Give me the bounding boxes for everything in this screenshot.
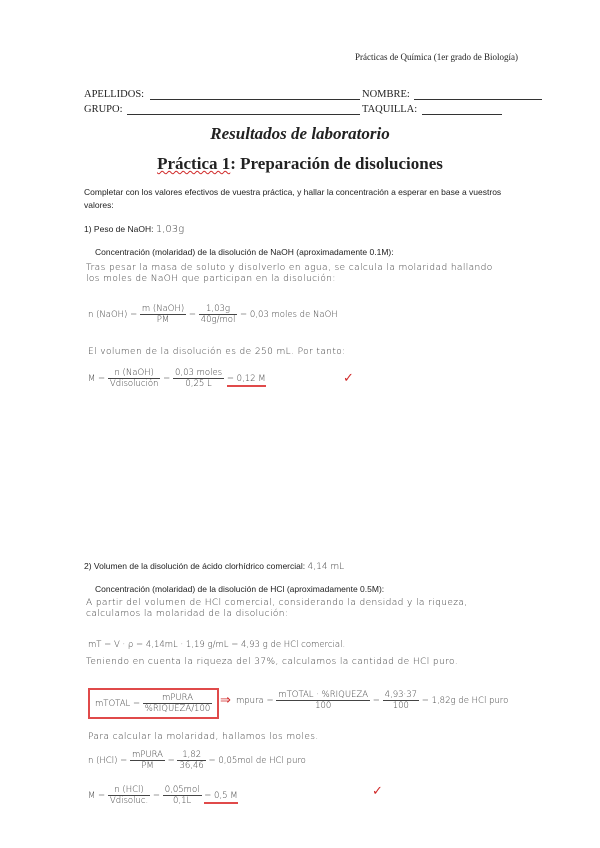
apellidos-field[interactable]	[150, 99, 360, 100]
section2-eq3	[236, 690, 508, 711]
section2-eq4	[88, 750, 306, 771]
eq5-eq: =	[152, 791, 161, 801]
eq5-den: Vdisoluc.	[109, 796, 149, 806]
eq2-eq: =	[163, 374, 171, 384]
eq1-den: PM	[156, 315, 170, 325]
eq2-den: Vdisolución	[109, 379, 159, 389]
section2-text2: Teniendo en cuenta la riqueza del 37%, calculamos la cantidad de HCl puro.	[86, 657, 458, 667]
section1-conc-heading: Concentración (molaridad) de la disolución de NaOH (aproximadamente 0.1M):	[95, 247, 394, 257]
eq4-den: PM	[141, 761, 154, 771]
taquilla-label: TAQUILLA:	[362, 104, 418, 115]
implies-arrow-icon: ⇒	[220, 692, 231, 707]
section1-eq2	[88, 368, 266, 389]
eq5-lhs: M =	[88, 791, 106, 801]
eq5-den2: 0,1L	[172, 796, 192, 806]
eq2-num: n (NaOH)	[108, 368, 161, 379]
section2-conc-heading: Concentración (molaridad) de la disolución de HCl (aproximadamente 0.5M):	[95, 584, 385, 594]
apellidos-label: APELLIDOS:	[84, 89, 145, 100]
section1-text1: Tras pesar la masa de soluto y disolverlo en agua, se calcula la molaridad hallando los moles de NaOH que participan en la disolución:	[86, 263, 493, 284]
eq1-result: = 0,03 moles de NaOH	[240, 310, 338, 320]
section2-label	[84, 561, 344, 572]
section2-eq1: mT = V · ρ = 4,14mL · 1,19 g/mL = 4,93 g de HCl comercial.	[88, 640, 346, 650]
eq1-eq: =	[188, 310, 196, 320]
eq1-den2: 40g/mol	[200, 315, 236, 325]
section1-label-text: 1) Peso de NaOH:	[84, 224, 154, 234]
section1-label	[84, 224, 184, 235]
eq3-eq: =	[372, 696, 380, 706]
instructions: Completar con los valores efectivos de vuestra práctica, y hallar la concentración a esperar en base a vuestros valores:	[84, 187, 502, 210]
course-header: Prácticas de Química (1er grado de Biología)	[355, 52, 518, 62]
eq5-num: n (HCl)	[108, 785, 150, 796]
eq3-den2: 100	[392, 701, 409, 711]
box-den: %RIQUEZA/100	[144, 704, 211, 714]
section2-text1: A partir del volumen de HCl comercial, considerando la densidad y la riqueza, calculamos la molaridad de la disolución:	[86, 598, 468, 619]
eq3-lhs: mpura =	[236, 696, 274, 706]
eq2-den2: 0,25 L	[185, 379, 212, 389]
page-subtitle	[0, 154, 600, 174]
box-lhs: mTOTAL =	[95, 699, 141, 709]
taquilla-field[interactable]	[422, 114, 502, 115]
nombre-field[interactable]	[414, 99, 542, 100]
section2-label-text: 2) Volumen de la disolución de ácido clorhídrico comercial:	[84, 561, 306, 571]
box-num: mPURA	[143, 693, 213, 704]
eq4-eq: =	[167, 756, 175, 766]
section1-value: 1,03g	[155, 224, 185, 235]
eq4-lhs: n (HCl) =	[88, 756, 128, 766]
eq2-num2: 0,03 moles	[174, 368, 223, 378]
riqueza-formula-box	[88, 688, 219, 719]
eq3-num2: 4,93·37	[384, 690, 418, 700]
eq3-result: = 1,82g de HCl puro	[421, 696, 509, 706]
section2-text3: Para calcular la molaridad, hallamos los moles.	[88, 732, 319, 742]
section1-check-mark: ✓	[343, 370, 354, 385]
subtitle-practica: Práctica 1	[157, 154, 231, 173]
page-title: Resultados de laboratorio	[210, 124, 390, 143]
eq1-num2: 1,03g	[199, 304, 238, 315]
eq5-result: = 0,5 M	[204, 791, 237, 804]
eq4-num: mPURA	[131, 750, 163, 760]
eq4-result: = 0,05mol de HCl puro	[208, 756, 306, 766]
eq3-num: mTOTAL · %RIQUEZA	[278, 690, 369, 700]
eq1-num: m (NaOH)	[141, 304, 185, 314]
section1-eq1	[88, 304, 338, 325]
subtitle-rest: : Preparación de disoluciones	[230, 154, 443, 173]
section1-text2: El volumen de la disolución es de 250 mL. Por tanto:	[88, 347, 346, 357]
section2-eq5	[88, 785, 238, 806]
eq5-num2: 0,05mol	[164, 785, 200, 795]
section2-value: 4,14 mL	[307, 562, 345, 572]
eq4-den2: 36,46	[179, 761, 204, 771]
eq2-result: = 0,12 M	[227, 374, 266, 387]
eq4-num2: 1,82	[177, 750, 205, 761]
eq2-lhs: M =	[88, 374, 106, 384]
grupo-field[interactable]	[127, 114, 360, 115]
section2-check-mark: ✓	[372, 783, 383, 798]
eq1-lhs: n (NaOH) =	[88, 310, 138, 320]
nombre-label: NOMBRE:	[362, 89, 410, 100]
eq3-den: 100	[315, 701, 332, 711]
grupo-label: GRUPO:	[84, 104, 123, 115]
